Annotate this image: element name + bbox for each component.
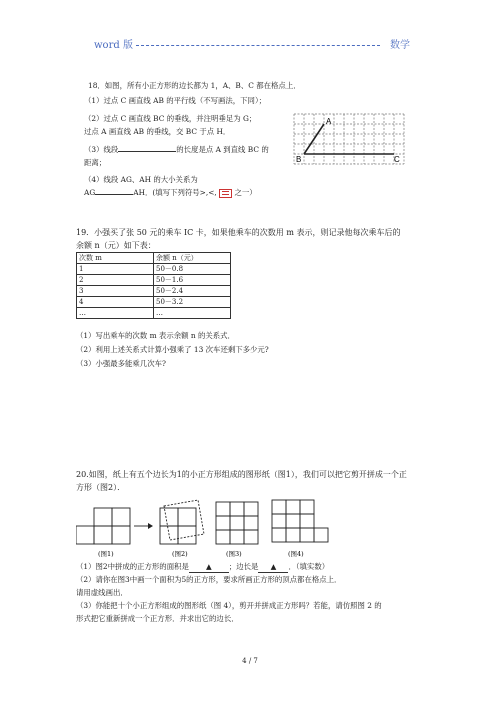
- table-row: [77, 264, 231, 275]
- equal-symbol-icon: [219, 189, 232, 198]
- page-number: 4 / 7: [242, 657, 258, 665]
- table-cell: 50－1.6: [154, 275, 231, 286]
- caption-figure-4: (图4): [288, 550, 304, 558]
- point-b-label: B: [296, 155, 302, 164]
- table-cell: 1: [77, 264, 154, 275]
- q18-part4: （4）线段 AG、AH 的大小关系为: [84, 175, 198, 184]
- table-cell: 3: [77, 286, 154, 297]
- table-row: [77, 308, 231, 319]
- table-cell: 4: [77, 297, 154, 308]
- page-header: [94, 36, 410, 50]
- point-a-label: A: [326, 117, 332, 126]
- table-cell: 50－3.2: [154, 297, 231, 308]
- q18-part5: [84, 187, 257, 198]
- table-header-row: [77, 253, 231, 264]
- table-header-cell: 余额 n（元）: [154, 253, 231, 264]
- q18-part5c: 之一）: [234, 188, 257, 197]
- q18-blank-segment: [118, 144, 176, 152]
- arrow-head-icon: [148, 523, 153, 529]
- table-header-cell: 次数 m: [77, 253, 154, 264]
- header-divider: [136, 45, 380, 46]
- q19-stem2: 余额 n（元）如下表：: [76, 241, 156, 250]
- table-cell: …: [154, 308, 231, 319]
- table-cell: 2: [77, 275, 154, 286]
- triangle-icon: ▲: [270, 562, 277, 571]
- q18-part3a: （3）线段: [84, 145, 119, 154]
- q18-part1: （1）过点 C 画直线 AB 的平行线（不写画法，下同）；: [84, 96, 267, 105]
- q20-blank-area: [189, 561, 229, 573]
- q19-stem1: 19．小强买了张 50 元的乘车 IC 卡，如果他乘车的次数用 m 表示，则记录他每次乘车后的: [76, 228, 401, 237]
- triangle-icon: ▲: [206, 562, 212, 571]
- q20-part1c: ．（填实数）: [288, 562, 330, 571]
- q20-part3b: 形式把它重新拼成一个正方形．并求出它的边长．: [76, 614, 239, 623]
- q18-part3: [84, 144, 269, 155]
- figure-1: [76, 508, 130, 544]
- caption-figure-3: (图3): [226, 550, 242, 558]
- table-row: [77, 286, 231, 297]
- q19-part2: （2）利用上述关系式计算小强乘了 13 次车还剩下多少元?: [76, 345, 269, 354]
- q18-grid-figure: [290, 110, 416, 172]
- q18-part3c: 距离；: [84, 158, 107, 167]
- figure-3: [216, 502, 258, 544]
- table-cell: 50－2.4: [154, 286, 231, 297]
- q19-part1: （1）写出乘车的次数 m 表示余额 n 的关系式．: [76, 331, 235, 340]
- q20-blank-side: [258, 561, 288, 573]
- figure-2: [160, 500, 204, 544]
- q20-part1a: （1）图2中拼成的正方形的面积是: [76, 562, 189, 571]
- q20-stem2: 方形（图2）．: [76, 483, 126, 492]
- q20-part2b: 请用虚线画出．: [76, 588, 128, 597]
- q20-part2a: （2）请你在图3中画一个面积为5的正方形，要求所画正方形的顶点都在格点上．: [76, 575, 342, 584]
- header-right: 数学: [390, 40, 410, 51]
- q18-ag-label: AG: [84, 188, 96, 197]
- table-row: [77, 275, 231, 286]
- table-cell: 50－0.8: [154, 264, 231, 275]
- q19-table: [76, 252, 231, 319]
- q19-part3: （3）小强最多能乘几次车?: [76, 359, 166, 368]
- q18-part3b: 的长度是点 A 到直线 BC 的: [176, 145, 269, 154]
- caption-figure-1: (图1): [98, 550, 114, 558]
- header-left: word 版: [94, 40, 133, 51]
- q20-stem1: 20.如图，纸上有五个边长为1的小正方形组成的图形纸（图1），我们可以把它剪开拼成一个正: [76, 470, 407, 479]
- q18-part5b: AH．(填写下列符号>,<,: [133, 188, 217, 197]
- q20-part3a: （3）你能把十个小正方形组成的图形纸（图 4），剪开并拼成正方形吗？若能，请仿照图 2 的: [76, 601, 382, 610]
- q18-blank-relation: [95, 187, 133, 195]
- q20-part1b: ；边长是: [228, 562, 259, 571]
- q18-part2b: 过点 A 画直线 AB 的垂线，交 BC 于点 H．: [84, 127, 231, 136]
- q20-part1: [76, 561, 329, 573]
- q18-stem: 18．如图，所有小正方形的边长都为 1，A、B、C 都在格点上．: [88, 81, 301, 90]
- table-row: [77, 297, 231, 308]
- caption-figure-2: (图2): [172, 550, 188, 558]
- q18-part2a: （2）过点 C 画直线 BC 的垂线，并注明垂足为 G；: [84, 114, 257, 123]
- figure-4: [272, 500, 328, 542]
- q20-figures: [76, 496, 336, 560]
- point-c-label: C: [394, 155, 400, 164]
- table-cell: …: [77, 308, 154, 319]
